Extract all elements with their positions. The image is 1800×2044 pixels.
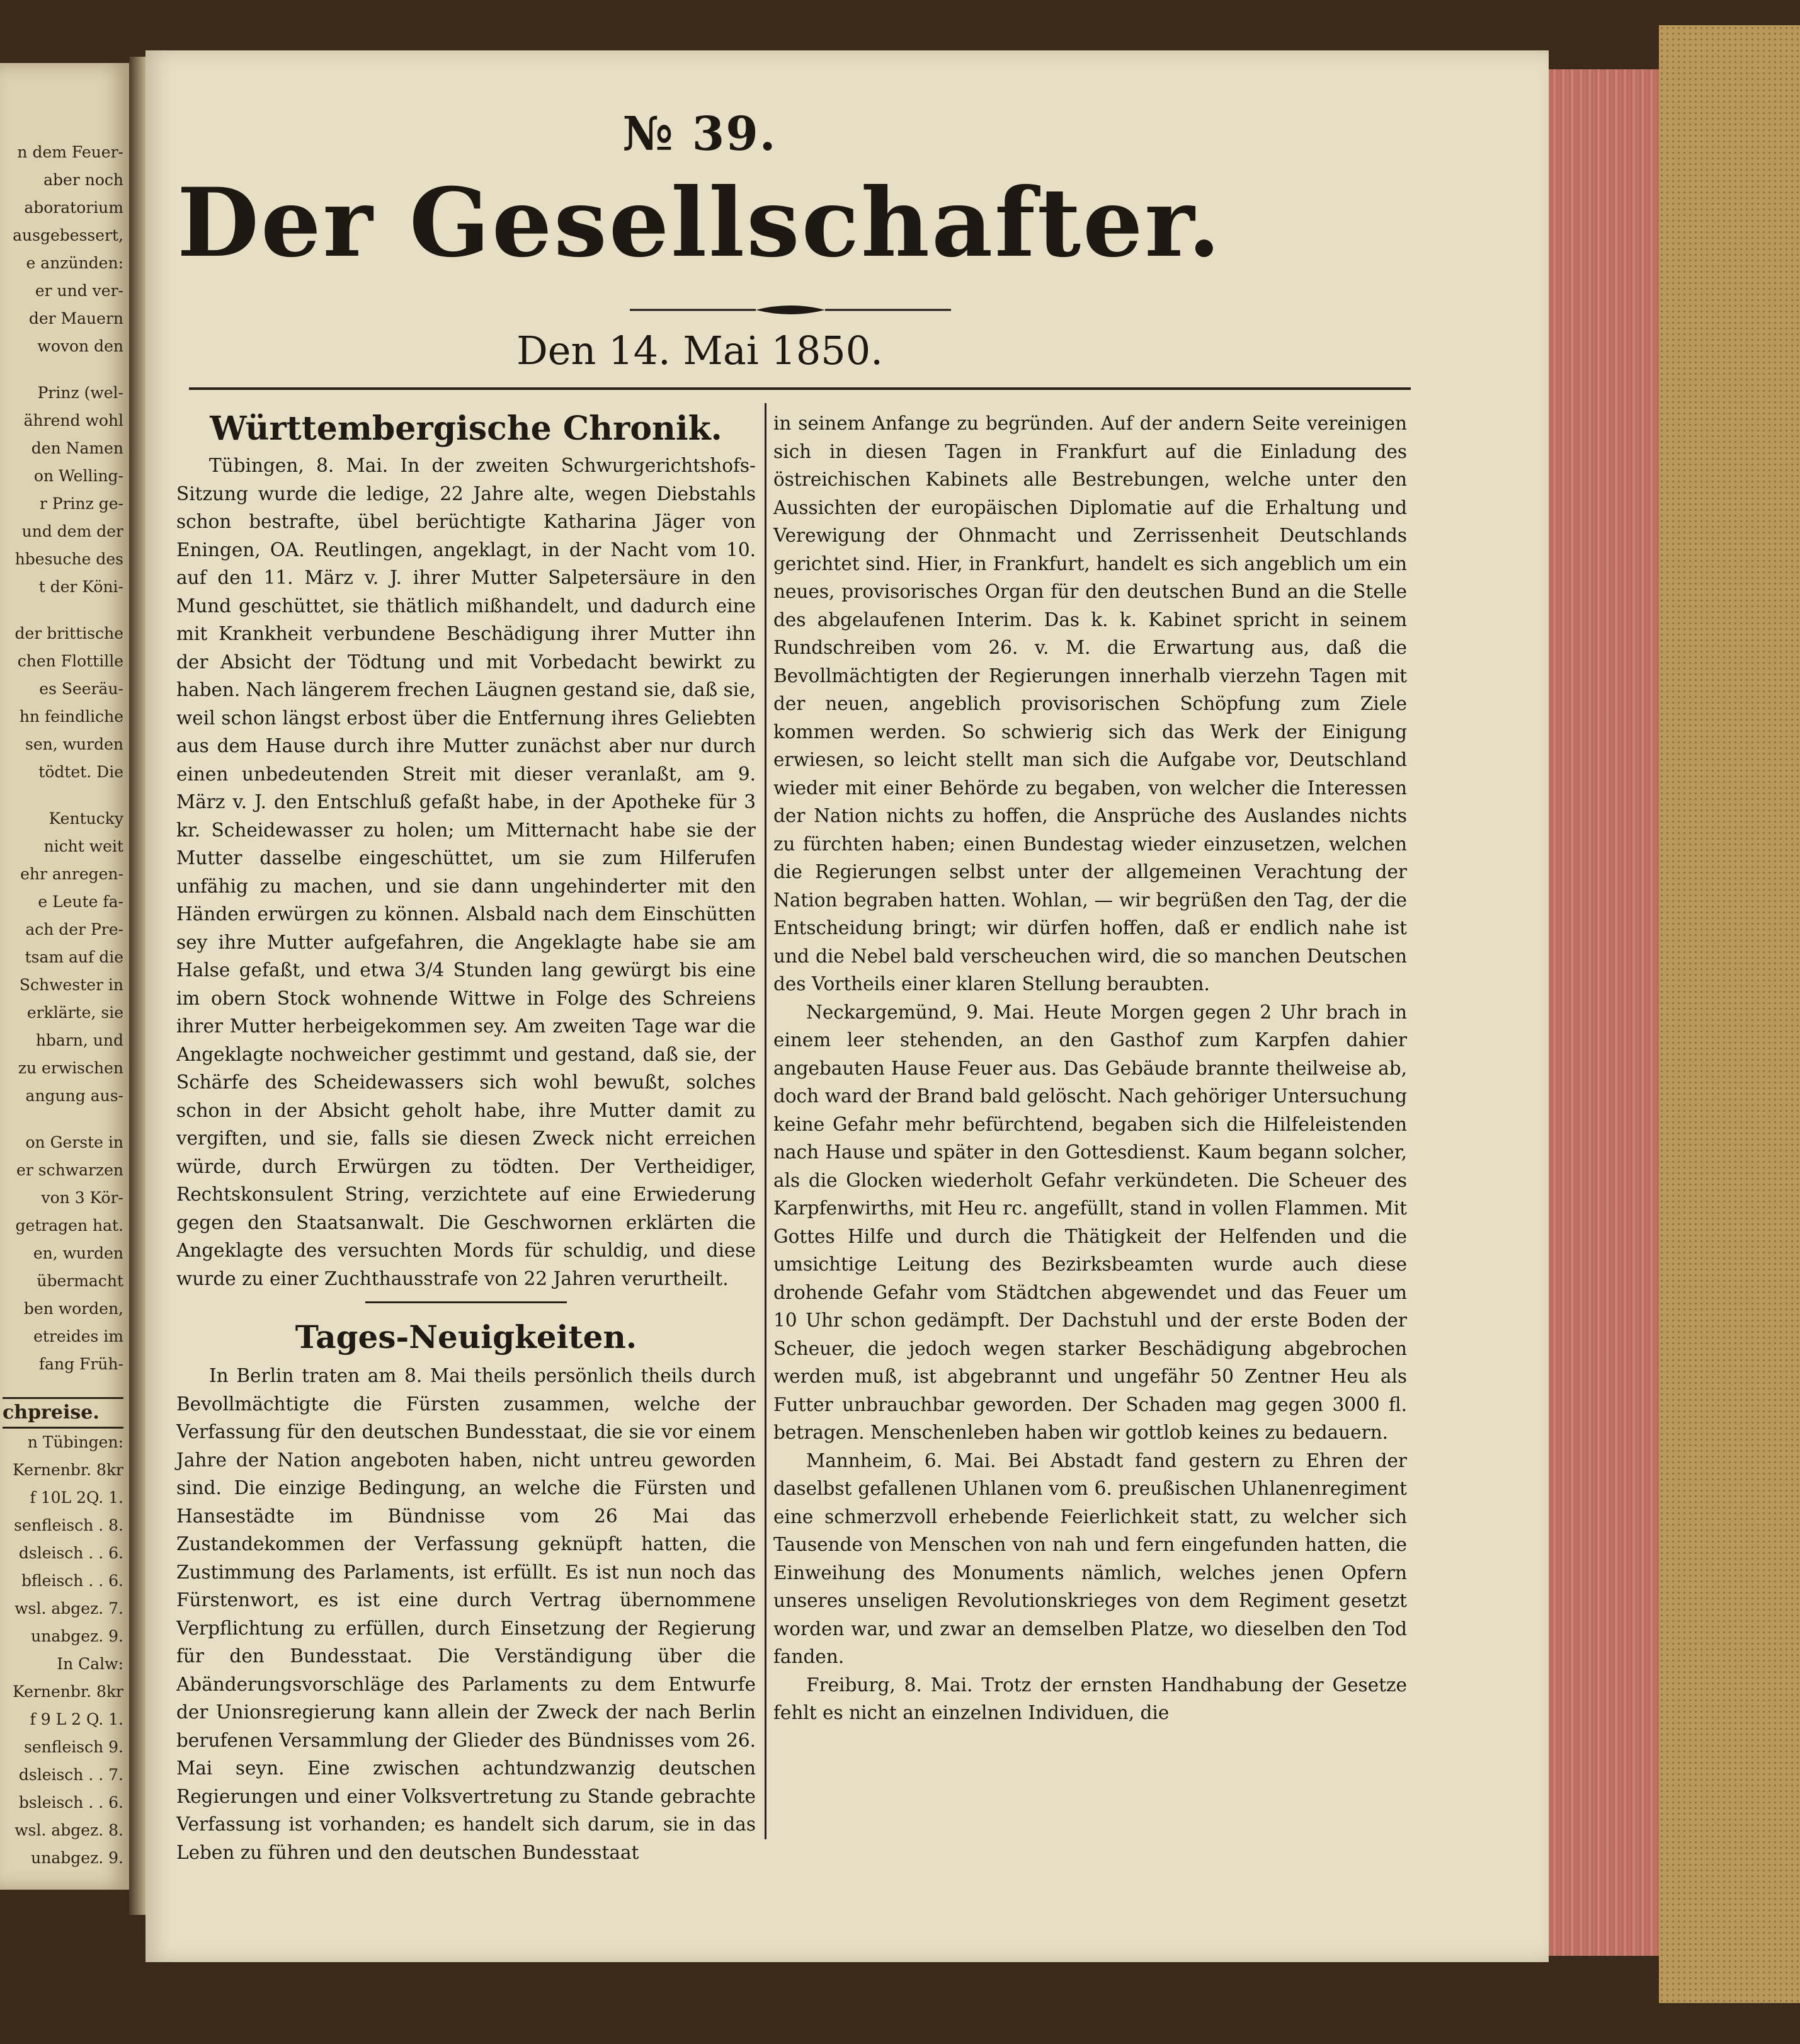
section-rule — [365, 1301, 567, 1303]
left-page-line: r Prinz ge- — [39, 494, 123, 513]
article-mannheim: Mannheim, 6. Mai. Bei Abstadt fand gestern zu Ehren der daselbst gefallenen Uhlanen vom 6. preußischen Uhlanenregiment eine schmerzvoll erhebende Feierlichkeit statt, zu welcher sich Tausende von Menschen von nah und fern eingefunden hatten, die Einweihung des Monuments nämlich, welches jenen Opfern unseres unseligen Revolutionskrieges von dem Regiment gesetzt worden war, und zwar an demselben Platze, wo dieselben den Tod fanden. — [773, 1449, 1407, 1667]
left-page-line: senfleisch 9. — [24, 1738, 123, 1756]
masthead — [145, 107, 1254, 278]
left-page-line: etreides im — [33, 1327, 123, 1345]
left-page-line: e Leute fa- — [38, 893, 123, 911]
left-page-line: ach der Pre- — [25, 920, 123, 939]
left-page-line: chpreise. — [3, 1397, 123, 1429]
left-page-line — [3, 601, 123, 620]
left-page-line: von 3 Kör- — [41, 1189, 123, 1207]
left-page-line: es Seeräu- — [39, 680, 123, 698]
ornament-divider — [630, 302, 951, 317]
left-page-line: der brittische — [14, 624, 123, 642]
book-cover — [1659, 25, 1800, 2003]
left-page-line: f 9 L 2 Q. 1. — [30, 1710, 123, 1728]
left-page-text — [3, 139, 123, 1872]
masthead-rule — [189, 387, 1411, 390]
left-page-line: e anzünden: — [26, 254, 123, 272]
left-page-line: fang Früh- — [38, 1355, 123, 1373]
left-page-line: dsleisch . . 7. — [18, 1766, 123, 1784]
left-page-line: bfleisch . . 6. — [21, 1572, 123, 1590]
left-page-line: wovon den — [37, 337, 123, 355]
left-page-line: n Tübingen: — [27, 1433, 123, 1451]
right-column — [773, 409, 1407, 1727]
left-page-line: on Gerste in — [25, 1133, 123, 1151]
left-page-line: hbesuche des — [14, 550, 123, 568]
left-page-line: zu erwischen — [18, 1059, 123, 1077]
left-page-line — [3, 1110, 123, 1129]
left-page-line: den Namen — [31, 439, 123, 457]
left-page-line: tsam auf die — [25, 948, 123, 966]
section-heading-tagesneuigkeiten: Tages-Neuigkeiten. — [295, 1318, 637, 1356]
left-page-line: und dem der — [21, 522, 123, 540]
left-page-line: nicht weit — [43, 837, 123, 855]
left-page-line: en, wurden — [33, 1244, 123, 1262]
article-berlin: In Berlin traten am 8. Mai theils persönlich theils durch Bevollmächtigte die Fürsten zusammen, welche der Verfassung für den deutschen Bundesstaat, die sie vor einem Jahre der Nation angeboten haben, nicht untreu geworden sind. Die einzige Bedingung, an welche die Fürsten und Hansestädte im Bündnisse vom 26 Mai das Zustandekommen der Verfassung geknüpft hatten, die Zustimmung des Parlaments, ist erfüllt. Es ist nun noch das Fürstenwort, es ist eine durch Vertrag übernommene Verpflichtung zu erfüllen, durch Einsetzung der Regierung für den Bundesstaat. Die Verständigung über die Abänderungsvorschläge des Parlaments zu dem Entwurfe der Unionsregierung kann allein der Zweck der nach Berlin berufenen Versammlung der Glieder des Bündnisses vom 26. Mai seyn. Eine zwischen achtundzwanzig deutschen Regierungen und einer Volksvertretung zu Stande gebrachte Verfassung ist vorhanden; es handelt sich darum, sie in das Leben zu führen und den deutschen Bundesstaat — [176, 1365, 756, 1863]
left-page-line: ährend wohl — [23, 411, 123, 430]
left-page-line: t der Köni- — [38, 578, 123, 596]
left-page-line: n dem Feuer- — [17, 143, 123, 161]
left-page-line: hn feindliche — [19, 707, 123, 726]
left-page-fragment — [0, 63, 133, 1890]
left-page-line: angung aus- — [25, 1087, 123, 1105]
left-page-line: chen Flottille — [17, 652, 123, 670]
left-page-line: Kernenbr. 8kr — [13, 1461, 123, 1479]
left-page-line: tödtet. Die — [38, 763, 123, 781]
left-page-line: Prinz (wel- — [37, 384, 123, 402]
left-page-line: f 10L 2Q. 1. — [30, 1488, 123, 1507]
left-page-line: senfleisch . 8. — [14, 1516, 123, 1534]
issue-date: Den 14. Mai 1850. — [516, 328, 883, 374]
left-page-line: ehr anregen- — [20, 865, 123, 883]
book-gutter — [129, 57, 145, 1915]
left-page-line: In Calw: — [57, 1655, 123, 1673]
left-column — [176, 409, 756, 1866]
left-page-line: Kernenbr. 8kr — [13, 1682, 123, 1701]
left-page-line: erklärte, sie — [26, 1003, 123, 1022]
section-heading-chronik: Württembergische Chronik. — [210, 409, 722, 448]
left-page-line — [3, 1378, 123, 1397]
left-page-line: Kentucky — [48, 809, 123, 828]
left-page-line: Schwester in — [19, 976, 123, 994]
left-page-line: aboratorium — [24, 198, 123, 217]
left-page-line — [3, 786, 123, 805]
column-divider — [765, 403, 766, 1839]
article-berlin-continued: in seinem Anfange zu begründen. Auf der andern Seite vereinigen sich in diesen Tagen in Frankfurt auf die Einladung des östreichischen Kabinets alle Bestrebungen, welche unter den Aussichten der europäischen Diplomatie auf die Erhaltung und Verewigung der Ohnmacht und Zerrissenheit Deutschlands gerichtet sind. Hier, in Frankfurt, handelt es sich angeblich um ein neues, provisorisches Organ für den deutschen Bund an die Stelle des abgelaufenen Interim. Das k. k. Kabinet spricht in seinem Rundschreiben vom 26. v. M. die Erwartung aus, daß die Bevollmächtigten der Regierungen innerhalb vierzehn Tagen mit der neuen, angeblich provisorischen Schöpfung zum Ziele kommen werden. So schwierig sich das Werk der Einigung erwiesen, so leicht stellt man sich die Aufgabe vor, Deutschland wieder mit einer Behörde zu begaben, von welcher die Interessen der Nation nichts zu hoffen, die Ansprüche des Auslandes nichts zu fürchten haben; einen Bundestag wieder einzusetzen, welchen die Regierungen selbst unter der allgemeinen Verachtung der Nation begraben hatten. Wohlan, — wir begrüßen den Tag, der die Entscheidung bringt; wir dürfen hoffen, daß er endlich nahe ist und die Nebel bald verscheuchen wird, die so manchen Deutschen des Vortheils einer klaren Stellung beraubten. — [773, 413, 1407, 995]
article-tuebingen: Tübingen, 8. Mai. In der zweiten Schwurgerichtshofs-Sitzung wurde die ledige, 22 Jahre alte, wegen Diebstahls schon bestrafte, übel berüchtigte Katharina Jäger von Eningen, OA. Reutlingen, angeklagt, in der Nacht vom 10. auf den 11. März v. J. ihrer Mutter Salpetersäure in den Mund geschüttet, sie thätlich mißhandelt, und dadurch eine mit Krankheit verbundene Beschädigung ihrer Mutter ihn der Absicht der Tödtung und mit Vorbedacht bewirkt zu haben. Nach längerem frechen Läugnen gestand sie, daß sie, weil schon längst erbost über die Entfernung ihres Geliebten aus dem Hause durch ihre Mutter zunächst aber nur durch einen unbedeutenden Streit mit dieser veranlaßt, am 9. März v. J. den Entschluß gefaßt habe, in der Apotheke für 3 kr. Scheidewasser zu holen; um Mitternacht habe sie der Mutter dasselbe eingeschüttet, um sie zum Hilferufen unfähig zu machen, und sie dann ungehinderter mit den Händen erwürgen zu können. Alsbald nach dem Einschütten sey ihre Mutter aufgefahren, die Angeklagte habe sie am Halse gefaßt, und etwa 3/4 Stunden lang gewürgt bis eine im obern Stock wohnende Wittwe in Folge des Schreiens ihrer Mutter herbeigekommen sey. Am zweiten Tage war die Angeklagte nochweicher gestimmt und gestand, daß sie, der Schärfe des Scheidewassers sich wohl bewußt, solches schon in der Absicht geholt habe, ihre Mutter damit zu vergiften, und sie, falls sie diesen Zweck nicht erreichen würde, durch Erwürgen zu tödten. Der Vertheidiger, Rechtskonsulent String, verzichtete auf eine Erwiederung gegen den Staatsanwalt. Die Geschwornen erklärten die Angeklagte des versuchten Mords für schuldig, und diese wurde zu einer Zuchthausstrafe von 22 Jahren verurtheilt. — [176, 455, 756, 1289]
article-freiburg: Freiburg, 8. Mai. Trotz der ernsten Handhabung der Gesetze fehlt es nicht an einzelnen Individuen, die — [773, 1674, 1407, 1723]
left-page-line: der Mauern — [28, 309, 123, 328]
left-page-line: übermacht — [37, 1272, 123, 1290]
article-neckargemuend: Neckargemünd, 9. Mai. Heute Morgen gegen 2 Uhr brach in einem leer stehenden, an den Gasthof zum Karpfen dahier angebauten Hause Feuer aus. Das Gebäude brannte theilweise ab, doch ward der Brand bald gelöscht. Nach gehöriger Untersuchung keine Gefahr mehr befürchtend, begaben sich die Hilfeleistenden nach Hause und später in den Gottesdienst. Kaum begann solcher, als die Glocken wiederholt Gefahr verkündeten. Die Scheuer des Karpfenwirths, mit Heu rc. angefüllt, stand in vollen Flammen. Mit Gottes Hilfe und durch die Thätigkeit der Helfenden und die umsichtige Leitung des Bezirksbeamten wurde auch diese drohende Gefahr vom Städtchen abgewendet und das Feuer um 10 Uhr schon gedämpft. Der Dachstuhl und der erste Boden der Scheuer, die jedoch wegen starker Beschädigung abgebrochen werden muß, ist abgebrannt und ungefähr 50 Zentner Heu als Futter unbrauchbar geworden. Der Schaden mag gegen 3000 fl. betragen. Menschenleben haben wir gottlob keines zu bedauern. — [773, 1001, 1407, 1443]
left-page-line: er schwarzen — [16, 1161, 123, 1179]
left-page-line: getragen hat. — [15, 1216, 123, 1235]
left-page-line: ben worden, — [23, 1299, 123, 1318]
left-page-line: on Welling- — [33, 467, 123, 485]
page-edges — [1549, 69, 1659, 1956]
newspaper-title: Der Gesellschafter. — [177, 168, 1222, 278]
left-page-line: er und ver- — [35, 282, 123, 300]
left-page-line — [3, 360, 123, 379]
left-page-line: ausgebessert, — [13, 226, 123, 244]
left-page-line: sen, wurden — [25, 735, 123, 753]
left-page-line: unabgez. 9. — [31, 1627, 123, 1645]
issue-number: № 39. — [622, 107, 777, 161]
left-page-line: hbarn, und — [35, 1031, 123, 1049]
left-page-line: wsl. abgez. 8. — [14, 1821, 123, 1839]
left-page-line: bsleisch . . 6. — [18, 1793, 123, 1812]
left-page-line: dsleisch . . 6. — [18, 1544, 123, 1562]
left-page-line: wsl. abgez. 7. — [14, 1599, 123, 1618]
left-page-line: aber noch — [43, 171, 123, 189]
left-page-line: unabgez. 9. — [31, 1849, 123, 1867]
